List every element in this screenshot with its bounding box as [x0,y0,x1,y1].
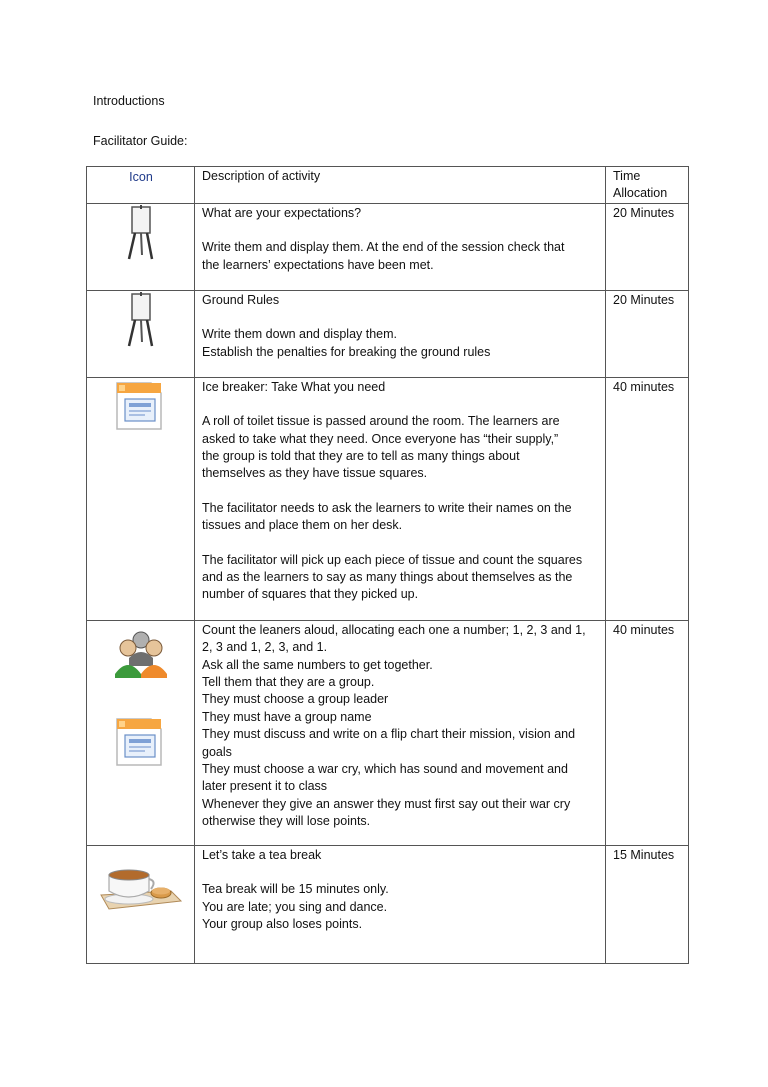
description-line: Your group also loses points. [202,917,363,932]
description-line: The facilitator needs to ask the learners to write their names on the [202,500,572,515]
header-icon-cell [87,167,195,204]
time-allocation: 20 Minutes [613,292,675,307]
table-row [87,845,689,963]
time-cell [606,845,689,963]
table-row [87,377,689,620]
description-line: the learners’ expectations have been met. [202,257,434,272]
description-line: 2, 3 and 1, 2, 3, and 1. [202,640,328,655]
description-line: themselves as they have tissue squares. [202,466,428,481]
description-line: A roll of toilet tissue is passed around the room. The learners are [202,414,560,429]
description-line: Ground Rules [202,292,280,307]
time-cell [606,203,689,290]
description-line: Whenever they give an answer they must first say out their war cry [202,796,571,811]
time-allocation: 40 minutes [613,379,675,394]
tea-cup-icon [94,861,188,918]
table-row [87,203,689,290]
description-line: tissues and place them on her desk. [202,518,403,533]
description-line: What are your expectations? [202,205,362,220]
description-line: number of squares that they picked up. [202,587,419,602]
time-allocation: 40 minutes [613,622,675,637]
description-line: Write them and display them. At the end of the session check that [202,240,565,255]
header-time-cell [606,167,689,204]
description-cell [195,377,606,620]
icon-cell [87,377,195,620]
header-description-label: Description of activity [202,169,321,183]
description-line: Write them down and display them. [202,327,398,342]
description-line: Ice breaker: Take What you need [202,379,386,394]
time-cell [606,620,689,845]
presentation-icon [94,379,188,438]
table-row [87,290,689,377]
description-line: and as the learners to say as many things about themselves as the [202,570,573,585]
flip-chart-icon [94,292,188,353]
description-line: The facilitator will pick up each piece of tissue and count the squares [202,552,583,567]
paragraph-gap [202,535,599,552]
icon-cell [87,203,195,290]
description-line: Ask all the same numbers to get together. [202,657,433,672]
time-cell [606,290,689,377]
icon-cell [87,290,195,377]
time-cell [606,377,689,620]
paragraph-gap [202,222,599,239]
group-people-icon [94,628,188,685]
description-cell [195,290,606,377]
paragraph-gap [202,864,599,881]
description-line: Let’s take a tea break [202,847,322,862]
description-line: They must have a group name [202,709,372,724]
description-cell [195,620,606,845]
description-line: They must choose a war cry, which has sound and movement and [202,762,568,777]
flip-chart-icon [94,205,188,266]
description-line: Establish the penalties for breaking the ground rules [202,344,491,359]
description-line: They must discuss and write on a flip chart their mission, vision and [202,727,576,742]
description-line: Tell them that they are a group. [202,675,375,690]
description-line: the group is told that they are to tell as many things about [202,449,520,464]
page-heading: Introductions [93,94,165,108]
presentation-icon [94,715,188,774]
paragraph-gap [202,396,599,413]
header-row [87,167,689,204]
description-line: Tea break will be 15 minutes only. [202,882,389,897]
header-time-label: Time Allocation [613,169,668,201]
time-allocation: 15 Minutes [613,847,675,862]
description-cell [195,845,606,963]
facilitator-guide-table [86,166,689,964]
header-icon-label: Icon [129,170,153,184]
description-line: asked to take what they need. Once everyone has “their supply,” [202,431,559,446]
header-description-cell [195,167,606,204]
icon-cell [87,620,195,845]
time-allocation: 20 Minutes [613,205,675,220]
description-line: later present it to class [202,779,328,794]
description-line: goals [202,744,232,759]
description-line: otherwise they will lose points. [202,814,371,829]
description-cell [195,203,606,290]
description-line: They must choose a group leader [202,692,389,707]
description-line: Count the leaners aloud, allocating each one a number; 1, 2, 3 and 1, [202,622,586,637]
table-row [87,620,689,845]
icon-cell [87,845,195,963]
paragraph-gap [202,483,599,500]
page-subheading: Facilitator Guide: [93,134,188,148]
description-line: You are late; you sing and dance. [202,899,388,914]
paragraph-gap [202,309,599,326]
